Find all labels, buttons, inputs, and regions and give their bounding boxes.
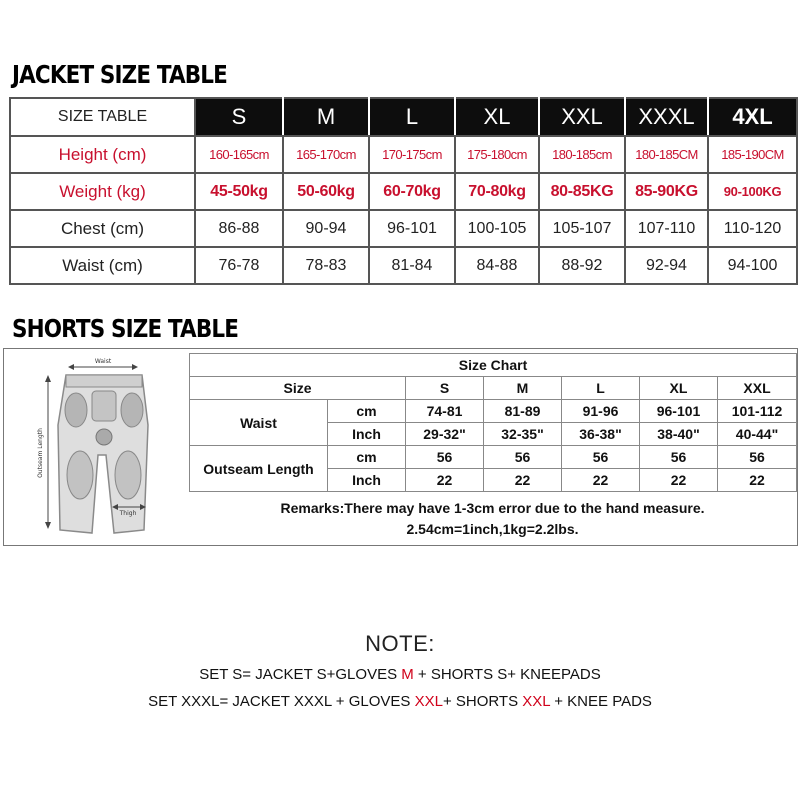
note-text: + SHORTS S+ KNEEPADS (413, 666, 601, 683)
shorts-cell: 38-40" (640, 423, 718, 446)
shorts-waist-cm-row (190, 400, 797, 423)
jacket-cell: 84-88 (455, 247, 539, 284)
shorts-cell: 81-89 (484, 400, 562, 423)
shorts-size-table-title: SHORTS SIZE TABLE (12, 314, 239, 343)
diagram-waist-label: Waist (94, 358, 112, 365)
shorts-cell: 56 (640, 446, 718, 469)
jacket-cell: 86-88 (195, 210, 283, 247)
jacket-row-label: Height (cm) (10, 136, 195, 173)
jacket-cell: 80-85KG (539, 173, 625, 210)
shorts-size-header: XL (640, 377, 718, 400)
jacket-size-header: XXXL (625, 98, 708, 136)
jacket-cell: 90-94 (283, 210, 369, 247)
remarks-line: Remarks:There may have 1-3cm error due to the hand measure. (280, 500, 705, 516)
jacket-cell: 175-180cm (455, 136, 539, 173)
shorts-cell: 56 (484, 446, 562, 469)
jacket-cell: 60-70kg (369, 173, 455, 210)
shorts-measurement-diagram (8, 355, 186, 541)
unit-label: Inch (328, 469, 406, 492)
jacket-cell: 81-84 (369, 247, 455, 284)
shorts-cell: 22 (562, 469, 640, 492)
jacket-corner-label: SIZE TABLE (10, 98, 195, 136)
jacket-height-row (10, 136, 797, 173)
jacket-weight-row (10, 173, 797, 210)
note-text: + KNEE PADS (550, 693, 652, 710)
shorts-size-table (189, 353, 797, 492)
jacket-size-table-title: JACKET SIZE TABLE (12, 60, 227, 89)
shorts-cell: 32-35" (484, 423, 562, 446)
shorts-size-header: M (484, 377, 562, 400)
jacket-cell: 70-80kg (455, 173, 539, 210)
shorts-size-header: S (406, 377, 484, 400)
shorts-outseam-cm-row (190, 446, 797, 469)
shorts-cell: 56 (562, 446, 640, 469)
jacket-cell: 78-83 (283, 247, 369, 284)
shorts-cell: 22 (718, 469, 797, 492)
jacket-cell: 88-92 (539, 247, 625, 284)
diagram-outseam-label: Outseam Length (37, 428, 44, 478)
shorts-size-header: L (562, 377, 640, 400)
jacket-cell: 90-100KG (708, 173, 797, 210)
shorts-cell: 96-101 (640, 400, 718, 423)
note-text: SET S= JACKET S+GLOVES (199, 666, 402, 683)
shorts-cell: 29-32" (406, 423, 484, 446)
note-title: NOTE: (365, 631, 435, 656)
jacket-size-header: XL (455, 98, 539, 136)
shorts-outseam-label: Outseam Length (190, 446, 328, 492)
note-highlight: XXL (414, 693, 443, 710)
jacket-cell: 45-50kg (195, 173, 283, 210)
jacket-cell: 180-185CM (625, 136, 708, 173)
shorts-cell: 40-44" (718, 423, 797, 446)
shorts-cell: 22 (484, 469, 562, 492)
note-text: + SHORTS (442, 693, 523, 710)
jacket-chest-row (10, 210, 797, 247)
shorts-remarks (189, 495, 796, 544)
jacket-waist-row (10, 247, 797, 284)
jacket-cell: 110-120 (708, 210, 797, 247)
size-chart-title: Size Chart (190, 354, 797, 377)
jacket-header-row (10, 98, 797, 136)
shorts-cell: 91-96 (562, 400, 640, 423)
jacket-cell: 85-90KG (625, 173, 708, 210)
note-highlight: M (401, 666, 414, 683)
note-text: SET XXXL= JACKET XXXL + GLOVES (148, 693, 415, 710)
shorts-cell: 56 (406, 446, 484, 469)
shorts-cell: 56 (718, 446, 797, 469)
jacket-size-header: S (195, 98, 283, 136)
unit-label: cm (328, 446, 406, 469)
shorts-cell: 101-112 (718, 400, 797, 423)
jacket-size-header: 4XL (708, 98, 797, 136)
jacket-cell: 96-101 (369, 210, 455, 247)
shorts-cell: 36-38" (562, 423, 640, 446)
shorts-cell: 22 (406, 469, 484, 492)
jacket-cell: 170-175cm (369, 136, 455, 173)
note-line-set-s (0, 666, 800, 683)
jacket-cell: 94-100 (708, 247, 797, 284)
jacket-cell: 50-60kg (283, 173, 369, 210)
jacket-row-label: Weight (kg) (10, 173, 195, 210)
shorts-size-row (190, 377, 797, 400)
jacket-cell: 180-185cm (539, 136, 625, 173)
jacket-size-table (9, 97, 798, 285)
jacket-cell: 107-110 (625, 210, 708, 247)
jacket-cell: 165-170cm (283, 136, 369, 173)
diagram-thigh-label: Thigh (119, 510, 137, 517)
conversion-line: 2.54cm=1inch,1kg=2.2lbs. (406, 521, 579, 537)
shorts-size-header: XXL (718, 377, 797, 400)
jacket-cell: 76-78 (195, 247, 283, 284)
jacket-cell: 100-105 (455, 210, 539, 247)
unit-label: Inch (328, 423, 406, 446)
shorts-cell: 74-81 (406, 400, 484, 423)
jacket-size-header: M (283, 98, 369, 136)
jacket-cell: 160-165cm (195, 136, 283, 173)
jacket-cell: 185-190CM (708, 136, 797, 173)
shorts-cell: 22 (640, 469, 718, 492)
note-highlight: XXL (522, 693, 551, 710)
jacket-size-header: L (369, 98, 455, 136)
jacket-size-header: XXL (539, 98, 625, 136)
jacket-row-label: Chest (cm) (10, 210, 195, 247)
shorts-title-row (190, 354, 797, 377)
jacket-row-label: Waist (cm) (10, 247, 195, 284)
note-line-set-xxxl (0, 693, 800, 710)
unit-label: cm (328, 400, 406, 423)
jacket-cell: 105-107 (539, 210, 625, 247)
jacket-cell: 92-94 (625, 247, 708, 284)
shorts-waist-label: Waist (190, 400, 328, 446)
shorts-size-label: Size (190, 377, 406, 400)
